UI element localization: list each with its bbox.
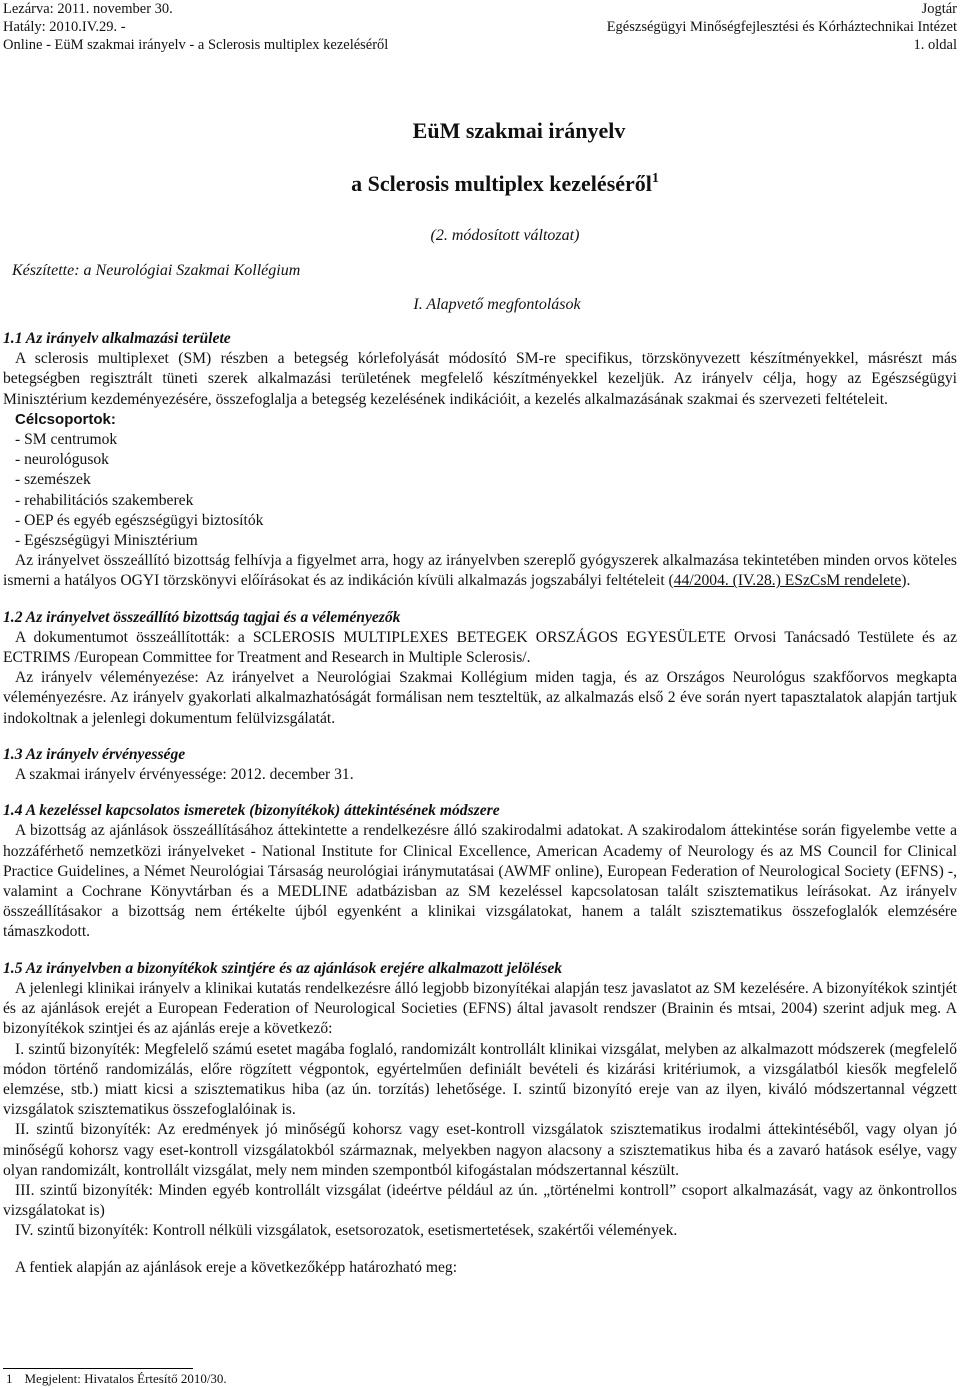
- paragraph-1-1-b: [3, 551, 957, 591]
- paragraph-1-5-b: A fentiek alapján az ajánlások ereje a következőképp határozható meg:: [15, 1258, 458, 1276]
- target-item: - OEP és egyéb egészségügyi biztosítók: [15, 511, 264, 529]
- document-source: Online - EüM szakmai irányelv - a Sclerosis multiplex kezeléséről: [3, 37, 389, 53]
- paragraph-1-1-b-text: Az irányelvet összeállító bizottság felhívja a figyelmet arra, hogy az irányelvben szereplő gyógyszerek alkalmazása tekintetében minden orvos köteles ismerni a hatályos OGYI törzskönyvi előírásokat és az indikáción kívüli alkalmazás jogszabályi feltételeit (: [3, 552, 957, 590]
- document-body: [3, 329, 957, 1278]
- paragraph-1-1-a: A sclerosis multiplexet (SM) részben a betegség kórlefolyását módosító SM-re specifikus, törzskönyvezett készítményekkel, másrészt más betegségben regisztrált tüneti szerek alkalmazási területének megfelelő készítményekkel kezeljük. Az irányelv célja, hogy az Egészségügyi Minisztérium kezdeményezésére, összefoglalja a betegség kezelésének indikációit, a kezelés alkalmazásának szakmai és szervezeti feltételeit.: [3, 350, 957, 408]
- paragraph-1-4: A bizottság az ajánlások összeállításához áttekintette a rendelkezésre álló szakirodalmi adatokat. A szakirodalom áttekintése során figyelembe vette a hozzáférhető nemzetközi irányelveket - National Institute for Clinical Excellence, American Academy of Neurology és az MS Council for Clinical Practice Guidelines, a Német Neurológiai Társaság neurológiai iránymutatásai (AWMF online), European Federation of Neurological Society (EFNS) -, valamint a Cochrane Könyvtárban és a MEDLINE adatbázisban az SM kezeléssel kapcsolatosan talált szisztematikus leírásokat. Az irányelv összeállításakor a bizottság nem értékelte újból egyenként a klinikai vizsgálatokat, hanem a talált szisztematikus összefoglalók elemzésére támaszkodott.: [3, 822, 957, 941]
- heading-1-3: 1.3 Az irányelv érvényessége: [3, 745, 186, 763]
- heading-1-4: 1.4 A kezeléssel kapcsolatos ismeretek (bizonyítékok) áttekintésének módszere: [3, 802, 500, 820]
- footnote: [6, 1371, 227, 1387]
- version-note: (2. módosított változat): [430, 227, 580, 244]
- footnote-divider: [3, 1368, 193, 1369]
- evidence-level-1: I. szintű bizonyíték: Megfelelő számú esetet magába foglaló, randomizált kontrollált klinikai vizsgálat, melyben az alkalmazott módszerek (megfelelő módon történő randomizálás, előre rögzített végpontok, egyértelműen definiált bevételi és kizárási kritériumok, a vizsgálatból kiesők megfelelő elemzése, stb.) miatt kicsi a szisztematikus hiba (az ún. torzítás) lehetősége. I. szintű bizonyító ereje van az ilyen, kiváló módszertannal végzett vizsgálatok szisztematikus összefoglalóinak is.: [3, 1040, 957, 1119]
- heading-1-2: 1.2 Az irányelvet összeállító bizottság tagjai és a véleményezők: [3, 608, 401, 626]
- closed-date: Lezárva: 2011. november 30.: [3, 1, 173, 17]
- target-item: - SM centrumok: [15, 431, 118, 449]
- evidence-level-4: IV. szintű bizonyíték: Kontroll nélküli vizsgálatok, esetsorozatok, esetismertetések, szakértői vélemények.: [15, 1222, 678, 1240]
- paragraph-1-2-b: Az irányelv véleményezése: Az irányelvet a Neurológiai Szakmai Kollégium miden tagja, és az Országos Neurológus szakfőorvos megkapta véleményezésre. Az irányelv gyakorlati alkalmazhatóságát formálisan nem teszteltük, az alkalmazás első 2 éve során nyert tapasztalatok alapján tartjuk indokoltnak a jelenlegi dokumentum felülvizsgálatát.: [3, 669, 957, 727]
- document-subtitle: [0, 171, 960, 197]
- target-item: - szemészek: [15, 471, 91, 489]
- heading-1-1: 1.1 Az irányelv alkalmazási területe: [3, 330, 231, 347]
- section-heading: I. Alapvető megfontolások: [413, 296, 581, 313]
- target-item: - rehabilitációs szakemberek: [15, 491, 194, 509]
- subtitle-text: a Sclerosis multiplex kezeléséről: [351, 171, 652, 196]
- effective-date: Hatály: 2010.IV.29. -: [3, 19, 126, 35]
- evidence-level-3: III. szintű bizonyíték: Minden egyéb kontrollált vizsgálat (ideértve például az ún. „történelmi kontroll” csoport alkalmazását, vagy az önkontrollos vizsgálatokat is): [3, 1181, 957, 1220]
- target-item: - Egészségügyi Minisztérium: [15, 532, 198, 550]
- evidence-level-2: II. szintű bizonyíték: Az eredmények jó minőségű kohorsz vagy eset-kontroll vizsgálatok szisztematikus irodalmi áttekintéséből, vagy olyan jó minőségű kohorsz vagy eset-kontroll vizsgálatokból származnak, melyekben nagyon alacsony a szisztematikus hiba és a zavaró hatások esélye, vagy olyan randomizált, kontrollált vizsgálat, mely nem minden szempontból kifogástalan módszertannal készült.: [3, 1121, 957, 1179]
- author-line: Készítette: a Neurológiai Szakmai Kollégium: [12, 262, 301, 279]
- regulation-link[interactable]: 44/2004. (IV.28.) ESzCsM rendelete: [673, 572, 902, 590]
- heading-1-5: 1.5 Az irányelvben a bizonyítékok szintjére és az ajánlások erejére alkalmazott jelölések: [3, 959, 563, 977]
- footnote-number: 1: [6, 1371, 13, 1386]
- paragraph-1-1-b-end: ).: [901, 572, 911, 590]
- footnote-reference[interactable]: 1: [651, 171, 659, 186]
- document-title: EüM szakmai irányelv: [412, 118, 626, 143]
- page-number: 1. oldal: [913, 37, 957, 53]
- page-header-right: [607, 0, 957, 54]
- publisher-brand: Jogtár: [921, 1, 957, 17]
- target-groups-label: Célcsoportok:: [15, 410, 116, 428]
- page-header-left: [3, 0, 388, 54]
- paragraph-1-3: A szakmai irányelv érvényessége: 2012. december 31.: [15, 766, 354, 784]
- paragraph-1-2-a: A dokumentumot összeállították: a SCLEROSIS MULTIPLEXES BETEGEK ORSZÁGOS EGYESÜLETE Orvosi Tanácsadó Testülete és az ECTRIMS /European Committee for Treatment and Research in Multiple Sclerosis/.: [3, 628, 957, 667]
- paragraph-1-5-a: A jelenlegi klinikai irányelv a klinikai kutatás rendelkezésre álló legjobb bizonyítékai alapján tesz javaslatot az SM kezelésére. A bizonyítékok szintjét és az ajánlások erejét a European Federation of Neurological Societies (EFNS) által javasolt rendszer (Brainin és mtsai, 2004) szerint adjuk meg. A bizonyítékok szintjei és az ajánlás ereje a következő:: [3, 979, 957, 1038]
- footnote-text: Megjelent: Hivatalos Értesítő 2010/30.: [24, 1371, 227, 1386]
- target-item: - neurológusok: [15, 451, 109, 469]
- institute-name: Egészségügyi Minőségfejlesztési és Kórháztechnikai Intézet: [606, 19, 957, 35]
